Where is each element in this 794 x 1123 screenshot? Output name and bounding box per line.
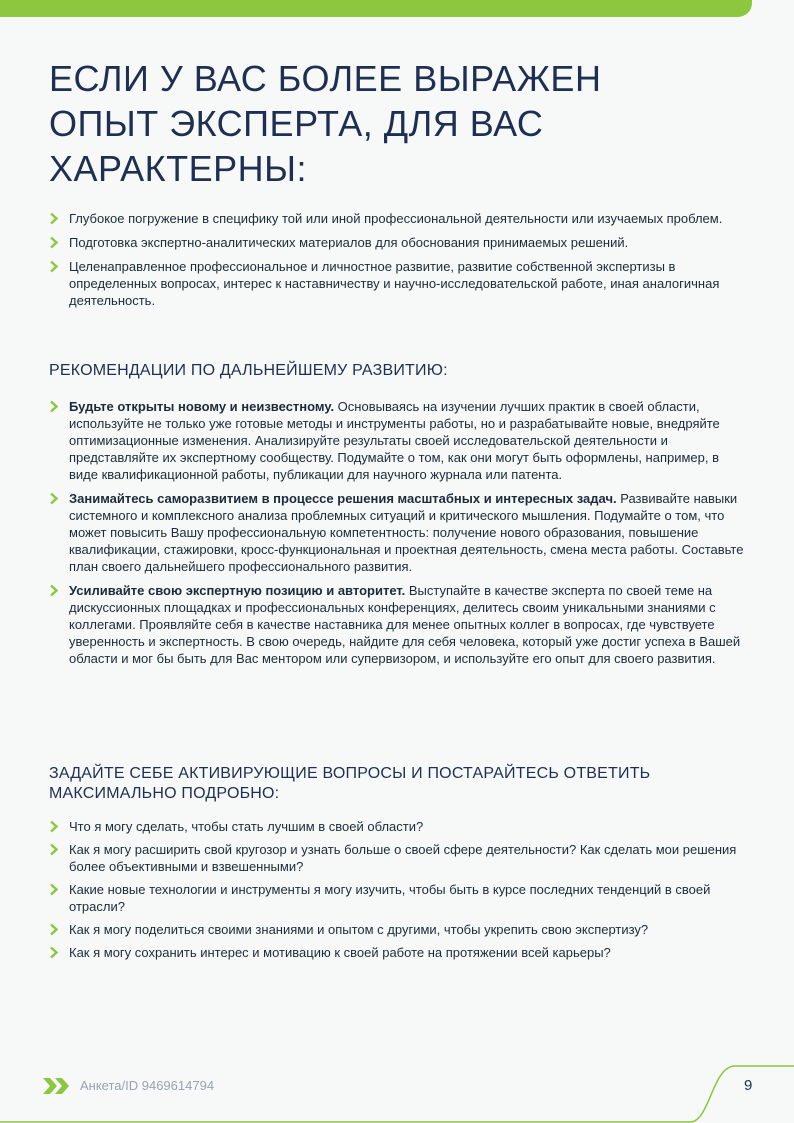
chevron-right-icon	[49, 883, 59, 896]
recommendation-text: Выступайте в качестве эксперта по своей теме на дискуссионных площадках и профессиональных конференциях, делитесь своим уникальными знаниями с коллегами. Проявляйте себя в качестве наставника для менее опытных коллег в вопросах, где чувствуете уверенность и экспертность. В свою очередь, найдите для себя человека, который уже достиг успеха в Вашей области и мог бы быть для Вас ментором или супервизором, и используйте его опыт для своего развития.	[69, 583, 741, 666]
question-text: Какие новые технологии и инструменты я могу изучить, чтобы быть в курсе последних тенденций в своей отрасли?	[69, 882, 711, 914]
list-item	[49, 881, 749, 915]
list-item-text: Глубокое погружение в специфику той или иной профессиональной деятельности или изучаемых проблем.	[69, 211, 723, 226]
questions-list	[49, 818, 749, 967]
list-item-text: Подготовка экспертно-аналитических материалов для обоснования принимаемых решений.	[69, 235, 629, 250]
questions-heading: ЗАДАЙТЕ СЕБЕ АКТИВИРУЮЩИЕ ВОПРОСЫ И ПОСТАРАЙТЕСЬ ОТВЕТИТЬ МАКСИМАЛЬНО ПОДРОБНО:	[49, 765, 651, 802]
chevron-right-icon	[49, 843, 59, 856]
question-text: Что я могу сделать, чтобы стать лучшим в своей области?	[69, 819, 424, 834]
chevron-right-icon	[49, 492, 59, 505]
chevron-right-icon	[49, 236, 59, 249]
list-item	[49, 398, 749, 483]
list-item	[49, 818, 749, 835]
list-item	[49, 490, 749, 575]
list-item	[49, 841, 749, 875]
recommendation-text: Развивайте навыки системного и комплексного анализа проблемных ситуаций и критического мышления. Подумайте о том, что может повысить Вашу профессиональную компетентность: получение нового образования, повышение квалификации, стажировки, кросс-функциональная и проектная деятельность, смена места работы. Составьте план своего дальнейшего профессионального развития.	[69, 491, 744, 574]
recommendation-title: Занимайтесь саморазвитием в процессе решения масштабных и интересных задач.	[69, 491, 617, 506]
list-item	[49, 210, 749, 227]
chevron-right-icon	[49, 946, 59, 959]
list-item	[49, 258, 749, 309]
intro-list	[49, 210, 749, 316]
question-text: Как я могу расширить свой кругозор и узнать больше о своей сфере деятельности? Как сделать мои решения более объективными и взвешенными?	[69, 842, 737, 874]
chevron-right-icon	[49, 212, 59, 225]
double-chevron-logo	[43, 1078, 73, 1094]
chevron-right-icon	[49, 400, 59, 413]
recommendation-title: Усиливайте свою экспертную позицию и авторитет.	[69, 583, 406, 598]
chevron-right-icon	[49, 260, 59, 273]
list-item	[49, 921, 749, 938]
chevron-right-icon	[49, 584, 59, 597]
list-item	[49, 582, 749, 667]
chevron-right-icon	[49, 923, 59, 936]
page-number: 9	[744, 1077, 753, 1094]
recommendation-title: Будьте открыты новому и неизвестному.	[69, 399, 335, 414]
recommendation-text: Основываясь на изучении лучших практик в своей области, используйте не только уже готовые методы и инструменты работы, но и разрабатывайте новые, внедряйте оптимизационные изменения. Анализируйте результаты своей исследовательской деятельности и представляйте их экспертному сообществу. Подумайте о том, как они могут быть оформлены, например, в виде квалификационной работы, публикации для научного журнала или патента.	[69, 399, 720, 482]
list-item	[49, 944, 749, 961]
chevron-right-icon	[49, 820, 59, 833]
footer-id: Анкета/ID 9469614794	[80, 1078, 215, 1093]
recommendations-heading: РЕКОМЕНДАЦИИ ПО ДАЛЬНЕЙШЕМУ РАЗВИТИЮ:	[49, 362, 448, 379]
question-text: Как я могу сохранить интерес и мотивацию к своей работе на протяжении всей карьеры?	[69, 945, 611, 960]
recommendations-list	[49, 398, 749, 674]
list-item-text: Целенаправленное профессиональное и личностное развитие, развитие собственной экспертизы в определенных вопросах, интерес к наставничеству и научно-исследовательской работе, иная аналогичная деятельность.	[69, 259, 720, 308]
top-accent-bar	[0, 0, 752, 17]
page-title: ЕСЛИ У ВАС БОЛЕЕ ВЫРАЖЕН ОПЫТ ЭКСПЕРТА, ДЛЯ ВАС ХАРАКТЕРНЫ:	[49, 58, 602, 189]
question-text: Как я могу поделиться своими знаниями и опытом с другими, чтобы укрепить свою экспертизу?	[69, 922, 649, 937]
list-item	[49, 234, 749, 251]
